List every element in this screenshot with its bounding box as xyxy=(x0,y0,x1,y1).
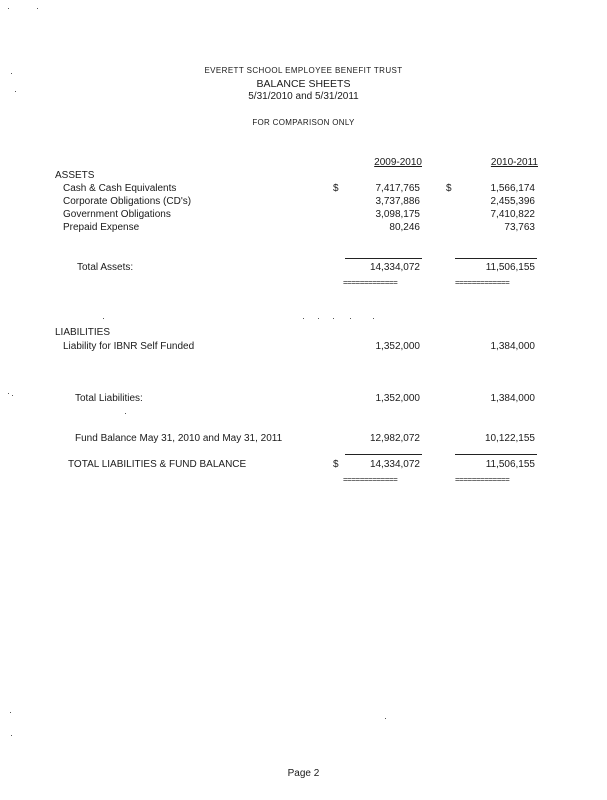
asset-corporate-2010-2011: 2,455,396 xyxy=(490,196,535,207)
fund-balance-label: Fund Balance May 31, 2010 and May 31, 2011 xyxy=(75,433,283,444)
scan-speck xyxy=(12,395,13,396)
column-header-2009-2010: 2009-2010 xyxy=(374,157,422,168)
asset-label-cash: Cash & Cash Equivalents xyxy=(63,183,177,194)
scan-speck xyxy=(385,718,386,719)
total-assets-2010-2011: 11,506,155 xyxy=(485,262,535,273)
asset-cash-2010-2011: 1,566,174 xyxy=(490,183,535,194)
scan-speck xyxy=(103,318,104,319)
subtotal-rule xyxy=(345,258,422,259)
scan-speck xyxy=(15,91,16,92)
total-liabilities-2009-2010: 1,352,000 xyxy=(375,393,420,404)
total-assets-2009-2010: 14,334,072 xyxy=(369,262,420,273)
scan-speck xyxy=(37,8,38,9)
subtotal-rule xyxy=(455,454,537,455)
total-liabilities-label: Total Liabilities: xyxy=(75,393,143,404)
liability-label-ibnr: Liability for IBNR Self Funded xyxy=(63,341,195,352)
total-liabilities-2010-2011: 1,384,000 xyxy=(490,393,535,404)
liabilities-heading: LIABILITIES xyxy=(55,327,111,338)
asset-cash-2009-2010: 7,417,765 xyxy=(375,183,420,194)
asset-label-prepaid: Prepaid Expense xyxy=(63,222,140,233)
column-header-2010-2011: 2010-2011 xyxy=(490,157,538,168)
fund-balance-2010-2011: 10,122,155 xyxy=(484,433,535,444)
asset-prepaid-2009-2010: 80,246 xyxy=(389,222,420,233)
fund-balance-2009-2010: 12,982,072 xyxy=(369,433,420,444)
scan-speck xyxy=(10,712,11,713)
liability-ibnr-2009-2010: 1,352,000 xyxy=(375,341,420,352)
scan-speck xyxy=(303,318,304,319)
asset-label-government: Government Obligations xyxy=(63,209,171,220)
assets-heading: ASSETS xyxy=(55,170,95,181)
total-assets-label: Total Assets: xyxy=(77,262,134,273)
asset-government-2009-2010: 3,098,175 xyxy=(375,209,420,220)
asset-corporate-2009-2010: 3,737,886 xyxy=(375,196,420,207)
asset-label-corporate: Corporate Obligations (CD's) xyxy=(63,196,192,207)
organization-name: EVERETT SCHOOL EMPLOYEE BENEFIT TRUST xyxy=(204,66,403,75)
currency-symbol: $ xyxy=(333,459,339,470)
page-number: Page 2 xyxy=(287,768,320,779)
scan-speck xyxy=(373,318,374,319)
subtotal-rule xyxy=(345,454,422,455)
scan-speck xyxy=(8,8,9,9)
scan-speck xyxy=(125,413,126,414)
scan-speck xyxy=(11,73,12,74)
scan-speck xyxy=(11,735,12,736)
scan-speck xyxy=(8,393,9,394)
scan-speck xyxy=(333,318,334,319)
comparison-note: FOR COMPARISON ONLY xyxy=(252,118,355,127)
grand-total-label: TOTAL LIABILITIES & FUND BALANCE xyxy=(68,459,247,470)
scan-speck xyxy=(350,318,351,319)
grand-total-2009-2010: 14,334,072 xyxy=(369,459,420,470)
double-rule: ============= xyxy=(343,278,398,287)
double-rule: ============= xyxy=(455,278,510,287)
scan-speck xyxy=(318,318,319,319)
asset-government-2010-2011: 7,410,822 xyxy=(490,209,535,220)
asset-prepaid-2010-2011: 73,763 xyxy=(504,222,535,233)
liability-ibnr-2010-2011: 1,384,000 xyxy=(490,341,535,352)
grand-total-2010-2011: 11,506,155 xyxy=(485,459,535,470)
currency-symbol: $ xyxy=(446,183,452,194)
document-dates: 5/31/2010 and 5/31/2011 xyxy=(248,91,359,102)
currency-symbol: $ xyxy=(333,183,339,194)
subtotal-rule xyxy=(455,258,537,259)
double-rule: ============= xyxy=(343,475,398,484)
document-title: BALANCE SHEETS xyxy=(256,78,351,90)
double-rule: ============= xyxy=(455,475,510,484)
